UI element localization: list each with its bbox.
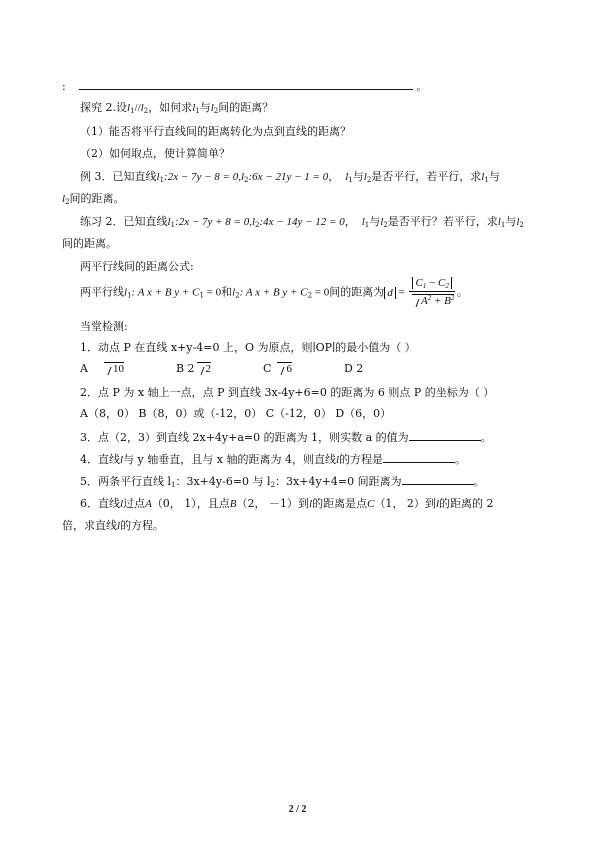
practice-2-prefix: 练习 2．已知直线 [80, 215, 168, 228]
eq-end: = 0 [203, 286, 222, 299]
math-a: A [145, 498, 152, 510]
sub: 2 [244, 176, 249, 184]
sub: 1 [364, 221, 370, 229]
sub-1b: 1 [195, 107, 200, 115]
text: 是否平行？若平行，求 [387, 215, 498, 228]
opt-d: D 2 [343, 362, 364, 375]
text: ：3x+4y+4=0 间距离为 [275, 475, 402, 488]
sub: 2 [519, 221, 524, 229]
math-l: l [156, 171, 160, 183]
check-4 [80, 451, 466, 468]
frac-den [409, 292, 454, 309]
math-l: l [481, 171, 485, 183]
math-l: l [251, 216, 256, 228]
eq-end: = 0 [312, 286, 330, 299]
text: （1， 2）到 [374, 497, 436, 510]
math-l2b: l [210, 102, 214, 114]
formula-eq2: : A x + B y + C [239, 286, 308, 299]
text: 是否平行，若平行，求 [371, 170, 482, 183]
formula-line [80, 276, 468, 309]
sub: 2 [255, 221, 260, 229]
sub: 1 [199, 291, 204, 300]
answer-blank-3[interactable] [409, 429, 481, 441]
abs-d [384, 287, 396, 299]
question-2: （2）如何取点，使计算简单？ [80, 147, 230, 160]
example-3-line [80, 169, 500, 185]
math-b: B [229, 498, 237, 510]
math-l: l [335, 454, 340, 466]
period: 。 [473, 475, 485, 488]
page-number: 2 / 2 [288, 804, 307, 815]
comma: ， [328, 170, 340, 183]
period: 。 [480, 431, 492, 444]
explore-2-suffix: 间的距离？ [218, 101, 274, 114]
top-blank-line [62, 78, 427, 95]
check-3 [80, 429, 492, 446]
text: ：3x+4y-6=0 与 l [175, 475, 271, 488]
text: 4．直线 [80, 453, 120, 466]
top-period: 。 [416, 80, 428, 93]
check-5 [80, 473, 485, 490]
math-l: l [435, 498, 439, 510]
text: 3．点（2，3）到直线 2x+4y+a=0 的距离为 1，则实数 a 的值为 [80, 431, 409, 444]
top-colon: : [62, 80, 66, 93]
c: C [438, 277, 446, 289]
math-l: l [167, 216, 171, 228]
text: 间的距离为 [329, 285, 385, 299]
period: 。 [456, 285, 468, 299]
sup: 2 [427, 294, 432, 302]
text: 的距离是点 [312, 497, 368, 510]
practice-2-eq1: :2x − 7y + 8 = 0, [175, 216, 252, 228]
plus-b: + B [431, 295, 451, 307]
math-l: l [232, 286, 236, 299]
math-l: l [120, 498, 124, 510]
formula-eq1: : A x + B y + C [131, 286, 200, 299]
math-d: d [387, 286, 393, 299]
math-l: l [120, 454, 124, 466]
practice-2-eq2: :4x − 14y − 12 = 0 [259, 216, 345, 228]
formula-heading: 两平行线间的距离公式: [80, 260, 194, 273]
explore-2-mid2: 与 [199, 101, 211, 114]
question-1: （1）能否将平行直线间的距离转化为点到直线的距离？ [80, 125, 351, 138]
opt-b: B 2 [175, 362, 195, 375]
text: 两平行线 [80, 285, 124, 299]
explore-2-prefix: 探究 2.设 [80, 101, 127, 114]
distance-fraction [409, 276, 454, 309]
period: 。 [455, 453, 467, 466]
sub: 1 [422, 282, 427, 290]
example-3-eq2: :6x − 21y − 1 = 0 [248, 171, 329, 183]
text: （2， －1）到 [236, 497, 310, 510]
sqrt-2 [197, 362, 212, 375]
sub: 1 [500, 221, 506, 229]
example-3-prefix: 例 3．已知直线 [80, 170, 157, 183]
math-l: l [363, 171, 367, 183]
minus: − [426, 277, 439, 289]
text: 与 [352, 170, 364, 183]
sub: 1 [348, 176, 353, 184]
val: 6 [286, 363, 292, 375]
sub: 2 [445, 282, 449, 290]
sub-1: 1 [130, 107, 135, 115]
check-2-stem: 2．点 P 为 x 轴上一点，点 P 到直线 3x-4y+6=0 的距离为 6 则点 P 的坐标为（ ） [80, 386, 495, 399]
text: 与 [505, 215, 517, 228]
sub: 1 [484, 176, 489, 184]
math-l: l [345, 171, 349, 183]
answer-blank-long[interactable] [79, 78, 413, 90]
opt-c: C [263, 362, 272, 375]
math-l: l [124, 286, 128, 299]
answer-blank-5[interactable] [402, 473, 474, 485]
example-3-eq1: :2x − 7y − 8 = 0, [164, 171, 241, 183]
explore-2-mid1: ，如何求 [148, 101, 193, 114]
text: 与 [369, 215, 381, 228]
comma: ， [344, 215, 356, 228]
sub: 2 [366, 176, 372, 184]
equals: = [395, 286, 408, 299]
sub: 2 [270, 481, 276, 489]
math-l: l [516, 216, 520, 228]
a: A [420, 295, 428, 307]
math-l1: l [127, 102, 131, 114]
math-l2: l [140, 102, 144, 114]
sub: 2 [235, 291, 240, 300]
val: 2 [205, 363, 212, 375]
opt-a: A [80, 362, 88, 375]
sub: 1 [159, 176, 165, 184]
math-c: C [367, 498, 375, 510]
text: 5．两条平行直线 l [80, 475, 172, 488]
math-l: l [62, 193, 66, 205]
math-l: l [497, 216, 501, 228]
sub-2: 2 [143, 107, 149, 115]
explore-2-line [80, 100, 273, 116]
sub: 2 [383, 221, 388, 229]
check-1-stem: 1．动点 P 在直线 x+y-4=0 上，O 为原点，则∣OP∣的最小值为（ ） [80, 341, 416, 354]
text: （0， 1），且点 [151, 497, 230, 510]
c: C [415, 277, 423, 289]
text: 与 y 轴垂直，且与 x 轴的距离为 4，则直线 [123, 453, 336, 466]
sqrt-10 [104, 362, 124, 375]
check-6-line-1 [80, 496, 494, 512]
check-1-options [80, 361, 363, 377]
sub: 1 [171, 481, 176, 489]
math-l1b: l [192, 102, 196, 114]
text: 与 [488, 170, 500, 183]
sub-2b: 2 [213, 107, 219, 115]
math-l: l [361, 216, 365, 228]
text: 的方程。 [120, 519, 165, 532]
text: 倍，求直线 [62, 519, 117, 532]
math-l: l [240, 171, 245, 183]
check-heading: 当堂检测: [80, 320, 128, 333]
val: 10 [112, 363, 124, 375]
sub: 2 [307, 291, 313, 300]
text: 过点 [123, 497, 146, 510]
example-3-line-2 [62, 191, 125, 207]
sub: 2 [65, 198, 70, 206]
check-6-line-2 [62, 518, 164, 534]
practice-2-line [80, 214, 524, 230]
sub: 1 [127, 291, 132, 300]
text: 6．直线 [80, 497, 120, 510]
answer-blank-4[interactable] [383, 451, 455, 463]
sub: 1 [170, 221, 176, 229]
text: 的距离的 2 [439, 497, 494, 510]
math-l: l [380, 216, 384, 228]
math-l: l [309, 498, 313, 510]
frac-num [409, 276, 454, 292]
check-2-options: A（8，0） B（8，0）或（-12，0） C（-12，0） D（6，0） [80, 407, 392, 420]
sqrt-6 [277, 362, 292, 375]
text: 和 [221, 285, 233, 299]
text: 间的距离。 [69, 192, 125, 205]
sup: 2 [450, 294, 455, 302]
practice-2-line-2: 间的距离。 [62, 237, 117, 250]
text: 的方程是 [339, 453, 384, 466]
parallel-symbol: // [134, 102, 141, 114]
math-l: l [117, 520, 121, 532]
